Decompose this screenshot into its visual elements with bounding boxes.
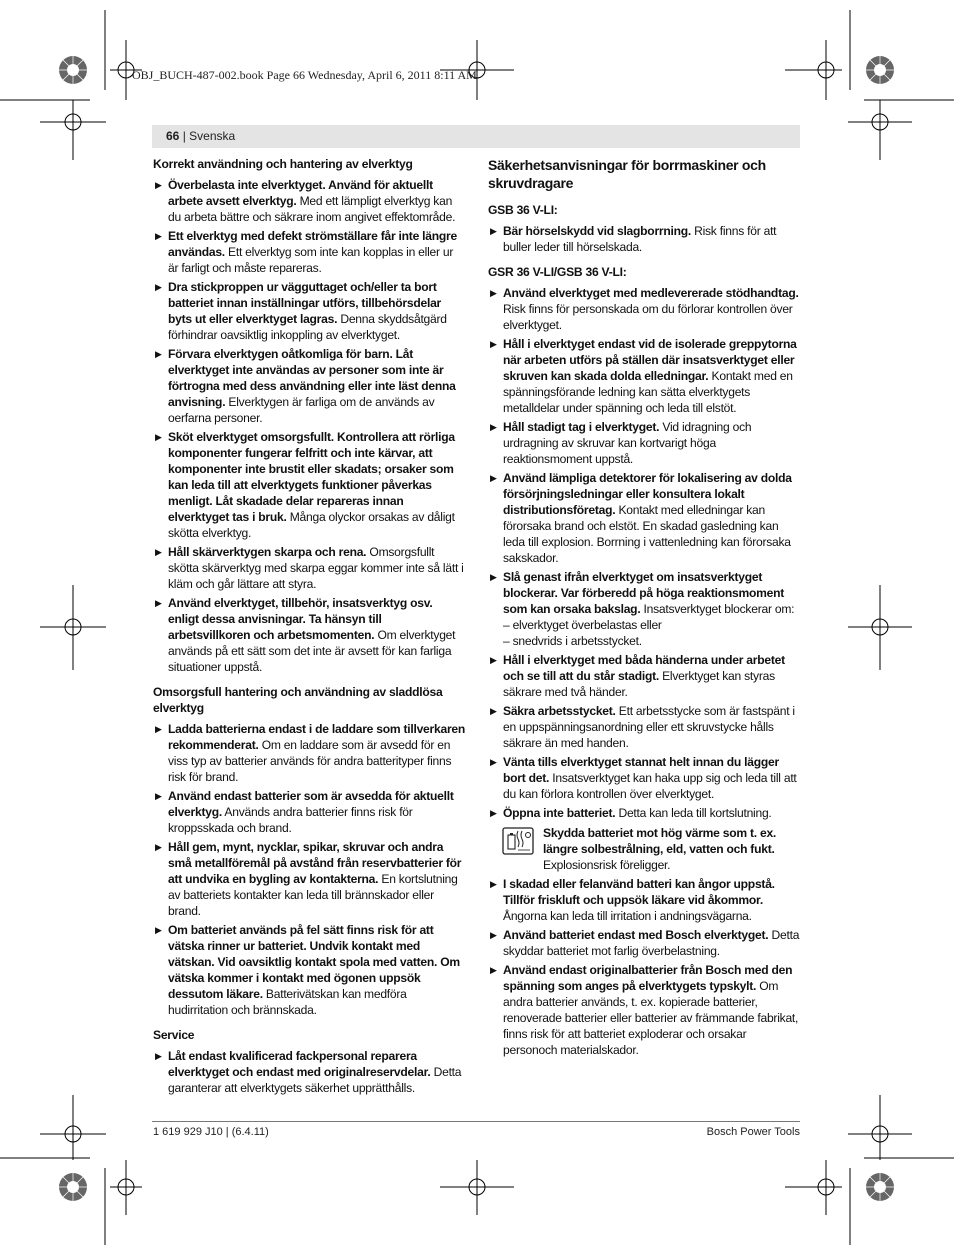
usage-list	[153, 177, 466, 675]
list-item: ▶ Öppna inte batteriet. Detta kan leda till kortslutning.	[490, 806, 772, 820]
service-list	[153, 1048, 466, 1096]
bullet-icon: ▶	[490, 473, 497, 483]
bullet-icon: ▶	[155, 598, 162, 608]
left-column	[153, 156, 466, 1100]
bullet-icon: ▶	[155, 282, 162, 292]
right-column	[488, 156, 800, 1062]
dash-item: – snedvrids i arbetsstycket.	[503, 634, 642, 648]
list-item: ▶ Vänta tills elverktyget stannat helt innan du lägger bort det. Insatsverktyget kan haka upp sig och leda till att du kan förlora kontrollen över elverktyget.	[490, 755, 797, 801]
battery-list	[488, 876, 800, 1058]
bullet-icon: ▶	[155, 180, 162, 190]
list-item: ▶ Håll i elverktyget med båda händerna under arbetet och se till att du står stadigt. Elverktyget kan styras säkrare med två händer.	[490, 653, 785, 699]
cordless-list	[153, 721, 466, 1018]
footer-brand: Bosch Power Tools	[706, 1126, 800, 1138]
bullet-icon: ▶	[155, 231, 162, 241]
list-item: ▶ Håll skärverktygen skarpa och rena. Omsorgsfullt skötta skärverktyg med skarpa eggar kommer inte så lätt i kläm och går lättare att styra.	[155, 545, 464, 591]
list-item: ▶ Förvara elverktygen oåtkomliga för barn. Låt elverktyget inte användas av personer som inte är förtrogna med dess användning eller inte läst denna anvisning. Elverktygen är farliga om de används av oerfarna personer.	[155, 347, 456, 425]
bullet-icon: ▶	[155, 842, 162, 852]
list-item: ▶ Använd endast batterier som är avsedda för aktuellt elverktyg. Används andra batterier finns risk för kroppsskada och brand.	[155, 789, 454, 835]
model-heading-gsr: GSR 36 V-LI/GSB 36 V-LI:	[488, 265, 627, 279]
bullet-icon: ▶	[490, 288, 497, 298]
battery-warning: Skydda batteriet mot hög värme som t. ex. längre solbestrålning, eld, vatten och fukt. Explosionsrisk föreligger.	[488, 825, 800, 873]
gsb-list	[488, 223, 800, 255]
page-number: 66	[166, 129, 180, 143]
page-header-label	[166, 129, 235, 143]
list-item: ▶ Ladda batterierna endast i de laddare som tillverkaren rekommenderat. Om en laddare som är avsedd för en viss typ av batterier används för andra batterityper finns risk för brand.	[155, 722, 466, 784]
list-item: ▶ Ett elverktyg med defekt strömställare får inte längre användas. Ett elverktyg som inte kan kopplas in eller ur är farligt och måste repareras.	[155, 229, 457, 275]
list-item: ▶ Använd elverktyget med medlevererade stödhandtag. Risk finns för personskada om du förlorar kontrollen över elverktyget.	[490, 286, 799, 332]
bullet-icon: ▶	[155, 547, 162, 557]
footer-divider	[152, 1121, 800, 1122]
bullet-icon: ▶	[490, 879, 497, 889]
bullet-icon: ▶	[490, 808, 497, 818]
battery-heat-warning-icon	[502, 827, 534, 855]
bullet-icon: ▶	[155, 925, 162, 935]
bullet-icon: ▶	[490, 572, 497, 582]
gsr-list	[488, 285, 800, 821]
list-item: ▶ Om batteriet används på fel sätt finns risk för att vätska rinner ur batteriet. Undvik kontakt med vätskan. Vid oavsiktlig kontakt spola med vatten. Om vätska kommer i kontakt med ögonen uppsök dessutom läkare. Batterivätskan kan medföra hudirritation och brännskada.	[155, 923, 460, 1017]
section-heading-usage: Korrekt användning och hantering av elverktyg	[153, 157, 413, 171]
bullet-icon: ▶	[155, 349, 162, 359]
list-item: ▶ Dra stickproppen ur vägguttaget och/eller ta bort batteriet innan inställningar utförs, tillbehörsdelar byts ut eller elverktyget lagras. Denna skyddsåtgärd förhindrar oavsiktlig inkoppling av elverktyget.	[155, 280, 447, 342]
bullet-icon: ▶	[490, 226, 497, 236]
list-item: ▶ Håll i elverktyget endast vid de isolerade greppytorna när arbeten utförs på ställen där insatsverktyget eller skruven kan skada dolda elledningar. Kontakt med en spänningsförande ledning kan sätta elverktygets metalldelar under spänning och leda till elstöt.	[490, 337, 797, 415]
list-item: ▶ Bär hörselskydd vid slagborrning. Risk finns för att buller leder till hörselskada.	[490, 224, 777, 254]
header-separator: |	[179, 129, 190, 143]
list-item: ▶ Använd batteriet endast med Bosch elverktyget. Detta skyddar batteriet mot farlig överbelastning.	[490, 928, 800, 958]
footer-doc-number: 1 619 929 J10 | (6.4.11)	[153, 1126, 269, 1138]
bullet-icon: ▶	[155, 724, 162, 734]
print-info-line: OBJ_BUCH-487-002.book Page 66 Wednesday, April 6, 2011 8:11 AM	[132, 68, 477, 82]
list-item: ▶ Överbelasta inte elverktyget. Använd för aktuellt arbete avsett elverktyg. Med ett lämpligt elverktyg kan du arbeta bättre och säkrare inom angivet effektområde.	[155, 178, 456, 224]
page-header	[152, 125, 800, 148]
list-item: ▶ Håll gem, mynt, nycklar, spikar, skruvar och andra små metallföremål på avstånd från reservbatterier för att undvika en bygling av kontakterna. En kortslutning av batteriets kontakter kan leda till brännskador eller brand.	[155, 840, 462, 918]
section-heading-cordless: Omsorgsfull hantering och användning av sladdlösa elverktyg	[153, 685, 443, 715]
bullet-icon: ▶	[155, 432, 162, 442]
bullet-icon: ▶	[490, 422, 497, 432]
list-item: ▶ Använd endast originalbatterier från Bosch med den spänning som anges på elverktygets typskylt. Om andra batterier används, t. ex. kopierade batterier, renoverade batterier eller batterier av främmande fabrikat, finns risk för att batteriet exploderar och orsakar personoch materialskador.	[490, 963, 799, 1057]
header-language: Svenska	[189, 129, 236, 143]
list-item: ▶ Använd elverktyget, tillbehör, insatsverktyg osv. enligt dessa anvisningar. Ta hänsyn till arbetsvillkoren och arbetsmomenten. Om elverktyget används på ett sätt som det inte är avsett för kan farliga situationer uppstå.	[155, 596, 456, 674]
list-item: ▶ I skadad eller felanvänd batteri kan ångor uppstå. Tillför friskluft och uppsök läkare vid åkommor. Ångorna kan leda till irritation i andningsvägarna.	[490, 877, 775, 923]
list-item: ▶ Slå genast ifrån elverktyget om insatsverktyget blockerar. Var förberedd på höga reaktionsmoment som kan orsaka bakslag. Insatsverktyget blockerar om: – elverktyget överbelastas eller – snedvrids i arbetsstycket.	[488, 569, 800, 649]
bullet-icon: ▶	[490, 706, 497, 716]
model-heading-gsb: GSB 36 V-LI:	[488, 203, 558, 217]
bullet-icon: ▶	[490, 930, 497, 940]
bullet-icon: ▶	[155, 791, 162, 801]
section-title-drills: Säkerhetsanvisningar för borrmaskiner och skruvdragare	[488, 157, 766, 191]
bullet-icon: ▶	[490, 965, 497, 975]
bullet-icon: ▶	[490, 655, 497, 665]
list-item: ▶ Låt endast kvalificerad fackpersonal reparera elverktyget och endast med originalreservdelar. Detta garanterar att elverktygets säkerhet upprätthålls.	[155, 1049, 462, 1095]
bullet-icon: ▶	[490, 339, 497, 349]
list-item: ▶ Säkra arbetsstycket. Ett arbetsstycke som är fastspänt i en uppspänningsanordning eller ett skruvstycke hålls säkrare än med handen.	[490, 704, 795, 750]
bullet-icon: ▶	[155, 1051, 162, 1061]
section-heading-service: Service	[153, 1028, 195, 1042]
list-item: ▶ Håll stadigt tag i elverktyget. Vid idragning och urdragning av skruvar kan kortvarigt höga reaktionsmoment uppstå.	[490, 420, 752, 466]
list-item: ▶ Sköt elverktyget omsorgsfullt. Kontrollera att rörliga komponenter fungerar felfritt och inte kärvar, att komponenter inte brustit eller skadats; orsaker som kan leda till att elverktygets funktioner påverkas menligt. Låt skadade delar repareras innan elverktyget tas i bruk. Många olyckor orsakas av dåligt skötta elverktyg.	[155, 430, 455, 540]
dash-item: – elverktyget överbelastas eller	[503, 618, 662, 632]
list-item: ▶ Använd lämpliga detektorer för lokalisering av dolda försörjningsledningar eller konsultera lokalt distributionsföretag. Kontakt med elledningar kan förorsaka brand och elstöt. En skadad gasledning kan leda till explosion. Borrning i vattenledning kan förorsaka sakskador.	[490, 471, 792, 565]
bullet-icon: ▶	[490, 757, 497, 767]
